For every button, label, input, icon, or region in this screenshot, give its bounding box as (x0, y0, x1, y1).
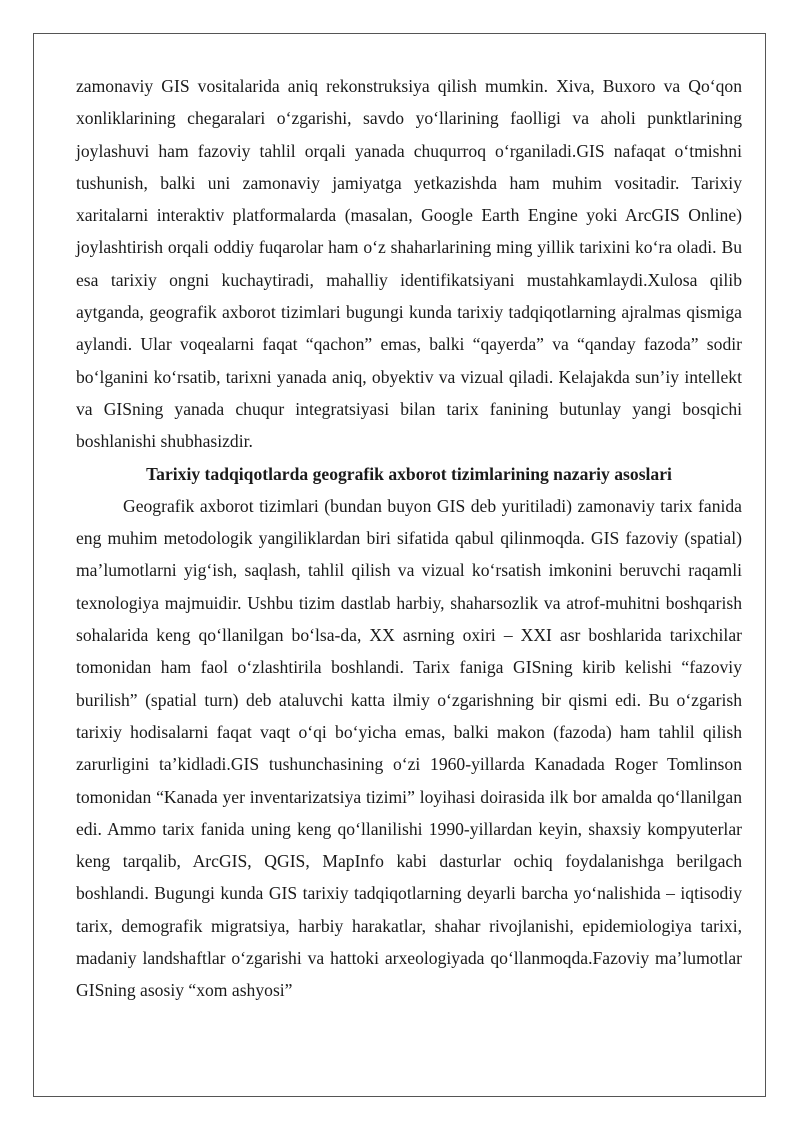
paragraph-continuation: zamonaviy GIS vositalarida aniq rekonstruksiya qilish mumkin. Xiva, Buxoro va Qo‘qon xonliklarining chegaralari o‘zgarishi, savdo yo‘llarining faolligi va aholi punktlarining joylashuvi ham fazoviy tahlil orqali yanada chuqurroq o‘rganiladi.GIS nafaqat o‘tmishni tushunish, balki uni zamonaviy jamiyatga yetkazishda ham muhim vositadir. Tarixiy xaritalarni interaktiv platformalarda (masalan, Google Earth Engine yoki ArcGIS Online) joylashtirish orqali oddiy fuqarolar ham o‘z shaharlarining ming yillik tarixini ko‘ra oladi. Bu esa tarixiy ongni kuchaytiradi, mahalliy identifikatsiyani mustahkamlaydi.Xulosa qilib aytganda, geografik axborot tizimlari bugungi kunda tarixiy tadqiqotlarning ajralmas qismiga aylandi. Ular voqealarni faqat “qachon” emas, balki “qayerda” va “qanday fazoda” sodir bo‘lganini ko‘rsatib, tarixni yanada aniq, obyektiv va vizual qiladi. Kelajakda sun’iy intellekt va GISning yanada chuqur integratsiyasi bilan tarix fanining butunlay yangi bosqichi boshlanishi shubhasizdir. (76, 76, 742, 452)
document-body (76, 70, 742, 1007)
section-heading: Tarixiy tadqiqotlarda geografik axborot tizimlarining nazariy asoslari (146, 463, 672, 484)
paragraph-intro: Geografik axborot tizimlari (bundan buyon GIS deb yuritiladi) zamonaviy tarix fanida eng muhim metodologik yangiliklardan biri sifatida qabul qilinmoqda. GIS fazoviy (spatial) ma’lumotlarni yig‘ish, saqlash, tahlil qilish va vizual ko‘rsatish imkonini beruvchi raqamli texnologiya majmuidir. Ushbu tizim dastlab harbiy, shaharsozlik va atrof-muhitni boshqarish sohalarida keng qo‘llanilgan bo‘lsa-da, XX asrning oxiri – XXI asr boshlarida tarixchilar tomonidan ham faol o‘zlashtirila boshlandi. Tarix faniga GISning kirib kelishi “fazoviy burilish” (spatial turn) deb ataluvchi katta ilmiy o‘zgarishning bir qismi edi. Bu o‘zgarish tarixiy hodisalarni faqat vaqt o‘qi bo‘yicha emas, balki makon (fazoda) ham tahlil qilish zarurligini ta’kidladi.GIS tushunchasining o‘zi 1960-yillarda Kanadada Roger Tomlinson tomonidan “Kanada yer inventarizatsiya tizimi” loyihasi doirasida ilk bor amalda qo‘llanilgan edi. Ammo tarix fanida uning keng qo‘llanilishi 1990-yillardan keyin, shaxsiy kompyuterlar keng tarqalib, ArcGIS, QGIS, MapInfo kabi dasturlar ochiq foydalanishga berilgach boshlandi. Bugungi kunda GIS tarixiy tadqiqotlarning deyarli barcha yo‘nalishida – iqtisodiy tarix, demografik migratsiya, harbiy harakatlar, shahar rivojlanishi, epidemiologiya tarixi, madaniy landshaftlar o‘zgarishi va hattoki arxeologiyada qo‘llanmoqda.Fazoviy ma’lumotlar GISning asosiy “xom ashyosi” (76, 495, 742, 1001)
